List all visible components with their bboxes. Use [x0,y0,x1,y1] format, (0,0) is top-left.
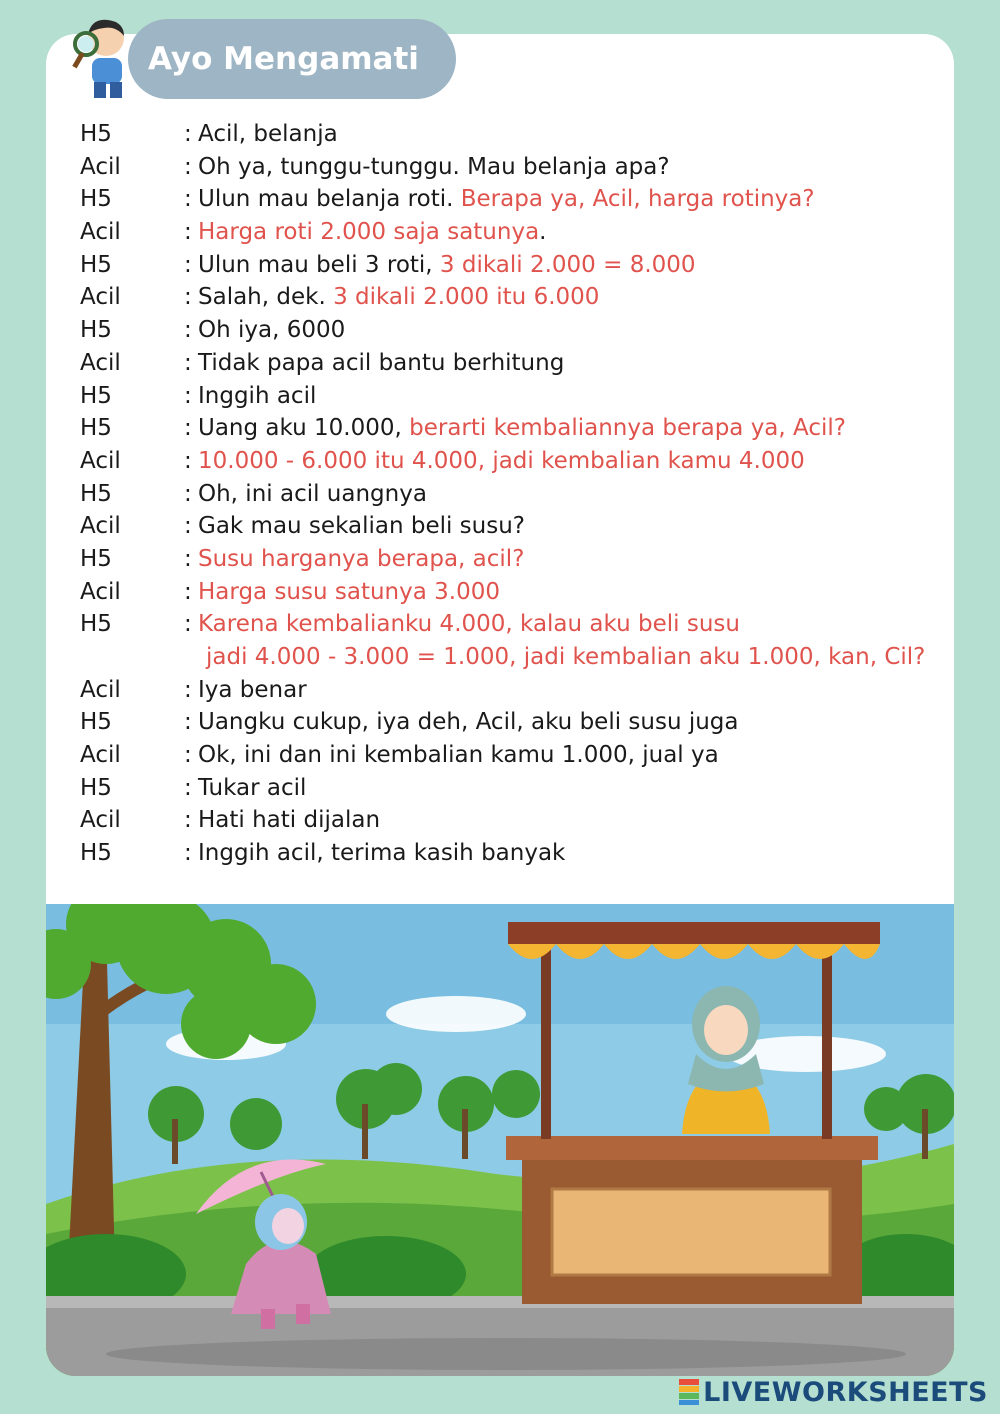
dialog-line [80,674,960,707]
speaker-label: Acil [80,447,121,474]
dialog-text [198,772,306,805]
section-title: Ayo Mengamati [128,19,456,99]
dialog-text [198,576,500,609]
highlighted-text: 3 dikali 2.000 = 8.000 [439,251,696,278]
speaker-colon: : [184,840,192,867]
speaker-colon: : [184,349,192,376]
dialog-line [80,804,960,837]
speaker-label: H5 [80,611,112,638]
speaker-colon: : [184,317,192,344]
dialog-text [198,608,740,641]
dialog-line [80,739,960,772]
speaker-label: H5 [80,480,112,507]
plain-text: Acil, belanja [198,121,338,147]
dialog-text [198,837,565,870]
speaker-label: H5 [80,774,112,801]
plain-text: Uang aku 10.000, [198,415,410,442]
dialog-line [80,380,960,413]
speaker-label: H5 [80,317,112,344]
highlighted-text: berarti kembaliannya berapa ya, Acil? [409,415,846,442]
speaker-label: H5 [80,382,112,409]
dialog-line [80,249,960,282]
market-stall-illustration [46,904,954,1376]
dialog-line [80,281,960,314]
dialog-text [198,118,338,151]
dialog-line [80,216,960,249]
speaker-colon: : [184,153,192,180]
dialog-text [198,281,599,314]
highlighted-text: jadi 4.000 - 3.000 = 1.000, jadi kembalian aku 1.000, kan, Cil? [206,644,926,670]
highlighted-text: Harga susu satunya 3.000 [198,578,500,605]
speaker-label: Acil [80,578,121,605]
dialog-text [198,543,524,576]
plain-text: . [539,219,547,246]
plain-text: Tidak papa acil bantu berhitung [198,349,565,376]
dialog-text [198,706,739,739]
speaker-colon: : [184,219,192,246]
liveworksheets-logo-icon [679,1379,699,1405]
speaker-colon: : [184,121,192,147]
speaker-label: H5 [80,840,112,867]
speaker-label: H5 [80,121,112,147]
dialog-line [80,347,960,380]
speaker-label: Acil [80,219,121,246]
dialog-list [80,118,960,870]
speaker-colon: : [184,480,192,507]
dialog-line [80,183,960,216]
dialog-text [198,804,380,837]
plain-text: Ok, ini dan ini kembalian kamu 1.000, jual ya [198,742,719,769]
speaker-label: Acil [80,742,121,769]
speaker-colon: : [184,447,192,474]
plain-text: Salah, dek. [198,284,334,311]
speaker-colon: : [184,774,192,801]
highlighted-text: Karena kembalianku 4.000, kalau aku beli susu [198,611,740,638]
speaker-colon: : [184,415,192,442]
plain-text: Ulun mau beli 3 roti, [198,251,440,278]
speaker-label: Acil [80,807,121,834]
speaker-colon: : [184,186,192,213]
dialog-line [80,118,960,151]
plain-text: Ulun mau belanja roti. [198,186,461,213]
dialog-text [198,478,427,511]
speaker-label: Acil [80,513,121,540]
dialog-text [198,510,525,543]
plain-text: Gak mau sekalian beli susu? [198,513,526,540]
speaker-colon: : [184,513,192,540]
dialog-text [198,412,846,445]
dialog-text [198,314,345,347]
speaker-colon: : [184,382,192,409]
dialog-line [80,837,960,870]
dialog-text [198,216,546,249]
dialog-text [198,183,815,216]
dialog-text [198,151,670,184]
speaker-label: Acil [80,153,121,180]
plain-text: Uangku cukup, iya deh, Acil, aku beli susu juga [198,709,739,736]
plain-text: Oh iya, 6000 [198,317,346,344]
dialog-line [80,314,960,347]
dialog-text [198,249,696,282]
plain-text: Tukar acil [198,774,307,801]
speaker-colon: : [184,545,192,572]
dialog-line [80,478,960,511]
plain-text: Iya benar [198,676,307,703]
highlighted-text: Susu harganya berapa, acil? [198,545,525,572]
speaker-colon: : [184,709,192,736]
highlighted-text: Berapa ya, Acil, harga rotinya? [460,186,815,213]
dialog-line [80,412,960,445]
speaker-colon: : [184,611,192,638]
brand-text: LIVEWORKSHEETS [703,1376,988,1408]
dialog-text [198,445,805,478]
speaker-colon: : [184,676,192,703]
speaker-label: H5 [80,186,112,213]
speaker-label: Acil [80,349,121,376]
speaker-label: H5 [80,415,112,442]
dialog-line [80,706,960,739]
speaker-label: H5 [80,251,112,278]
dialog-line [80,772,960,805]
highlighted-text: Harga roti 2.000 saja satunya [198,219,540,246]
speaker-colon: : [184,284,192,311]
highlighted-text: 3 dikali 2.000 itu 6.000 [333,284,600,311]
speaker-colon: : [184,578,192,605]
plain-text: Inggih acil, terima kasih banyak [198,840,566,867]
brand-footer [679,1376,988,1408]
plain-text: Oh, ini acil uangnya [198,480,427,507]
speaker-label: H5 [80,545,112,572]
highlighted-text: 10.000 - 6.000 itu 4.000, jadi kembalian kamu 4.000 [198,447,805,474]
dialog-line [80,608,960,641]
dialog-line [80,445,960,478]
dialog-line [80,510,960,543]
dialog-text [198,674,307,707]
dialog-line [80,151,960,184]
speaker-colon: : [184,742,192,769]
dialog-text [198,739,719,772]
dialog-text [206,641,925,674]
plain-text: Inggih acil [198,382,317,409]
speaker-label: Acil [80,284,121,311]
speaker-label: Acil [80,676,121,703]
plain-text: Hati hati dijalan [198,807,381,834]
speaker-colon: : [184,251,192,278]
dialog-line [80,641,960,674]
dialog-text [198,380,316,413]
dialog-text [198,347,564,380]
plain-text: Oh ya, tunggu-tunggu. Mau belanja apa? [198,153,670,180]
speaker-label: H5 [80,709,112,736]
dialog-line [80,543,960,576]
kid-with-magnifier-icon [68,16,134,106]
dialog-line [80,576,960,609]
speaker-colon: : [184,807,192,834]
